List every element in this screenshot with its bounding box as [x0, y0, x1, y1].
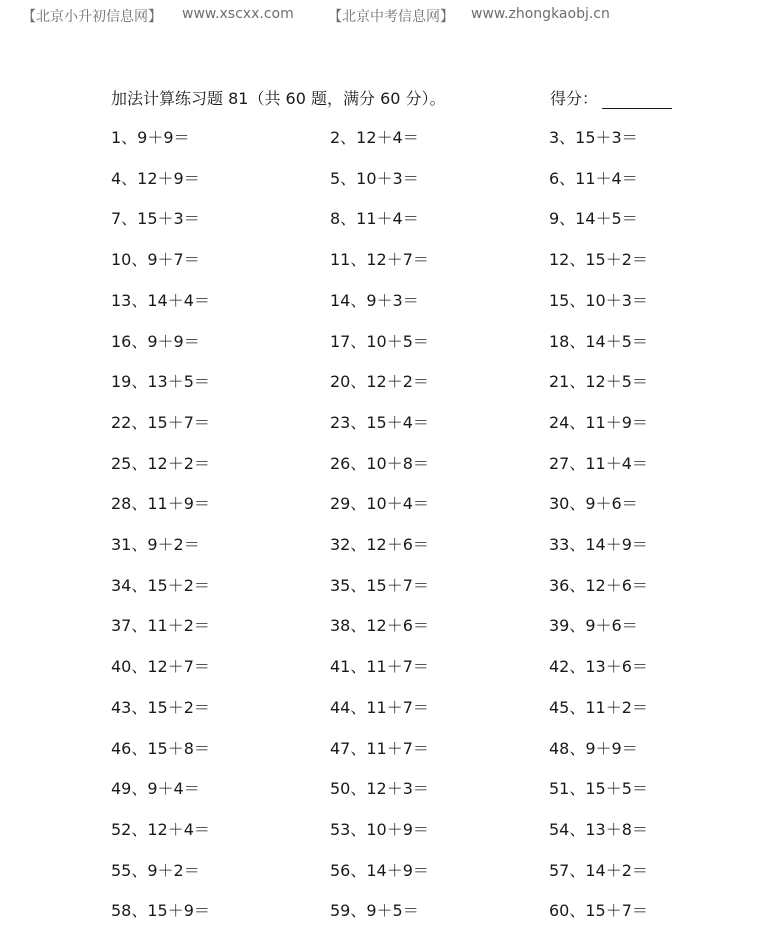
score-blank — [602, 92, 672, 109]
problem-item: 49、9＋4＝ — [111, 779, 200, 799]
problem-item: 31、9＋2＝ — [111, 535, 200, 554]
problem-item: 43、15＋2＝ — [111, 697, 210, 717]
problem-item: 19、13＋5＝ — [111, 372, 210, 392]
problem-item: 48、9＋9＝ — [549, 738, 638, 758]
problem-item: 60、15＋7＝ — [549, 901, 648, 921]
problem-item: 34、15＋2＝ — [111, 575, 210, 595]
site-name-zhongkao: 【北京中考信息网】 — [328, 9, 454, 25]
problem-item: 2、12＋4＝ — [330, 128, 419, 147]
problem-item: 51、15＋5＝ — [549, 779, 648, 799]
problem-item: 28、11＋9＝ — [111, 494, 210, 514]
problem-item: 50、12＋3＝ — [330, 779, 429, 799]
problem-item: 6、11＋4＝ — [549, 168, 638, 188]
title-row — [111, 86, 783, 110]
problem-item: 3、15＋3＝ — [549, 128, 638, 147]
problem-item: 57、14＋2＝ — [549, 860, 648, 880]
problem-item: 25、12＋2＝ — [111, 453, 210, 473]
problem-item: 20、12＋2＝ — [330, 372, 429, 392]
site-url-xscxx[interactable]: www.xscxx.com — [182, 6, 294, 22]
site-name-xscxx: 【北京小升初信息网】 — [22, 9, 162, 25]
problem-item: 41、11＋7＝ — [330, 657, 429, 677]
problem-item: 47、11＋7＝ — [330, 738, 429, 758]
problem-item: 14、9＋3＝ — [330, 290, 419, 310]
problem-item: 29、10＋4＝ — [330, 494, 429, 514]
problem-item: 27、11＋4＝ — [549, 453, 648, 473]
problem-item: 1、9＋9＝ — [111, 128, 190, 147]
problem-item: 21、12＋5＝ — [549, 372, 648, 392]
page-header — [22, 6, 783, 28]
problem-item: 33、14＋9＝ — [549, 535, 648, 554]
problem-item: 30、9＋6＝ — [549, 494, 638, 514]
problem-item: 4、12＋9＝ — [111, 168, 200, 188]
problem-item: 15、10＋3＝ — [549, 290, 648, 310]
problem-item: 53、10＋9＝ — [330, 819, 429, 839]
problem-item: 13、14＋4＝ — [111, 290, 210, 310]
problem-item: 59、9＋5＝ — [330, 901, 419, 921]
problem-item: 23、15＋4＝ — [330, 412, 429, 432]
problem-item: 9、14＋5＝ — [549, 209, 638, 229]
problem-item: 39、9＋6＝ — [549, 616, 638, 636]
problem-item: 18、14＋5＝ — [549, 331, 648, 351]
problem-item: 54、13＋8＝ — [549, 819, 648, 839]
problem-item: 26、10＋8＝ — [330, 453, 429, 473]
problem-item: 17、10＋5＝ — [330, 331, 429, 351]
problem-item: 7、15＋3＝ — [111, 209, 200, 229]
problem-item: 36、12＋6＝ — [549, 575, 648, 595]
problem-item: 5、10＋3＝ — [330, 168, 419, 188]
problem-item: 44、11＋7＝ — [330, 697, 429, 717]
problem-item: 58、15＋9＝ — [111, 901, 210, 921]
problem-item: 16、9＋9＝ — [111, 331, 200, 351]
problem-item: 52、12＋4＝ — [111, 819, 210, 839]
problem-item: 12、15＋2＝ — [549, 250, 648, 270]
problem-item: 42、13＋6＝ — [549, 657, 648, 677]
problem-item: 37、11＋2＝ — [111, 616, 210, 636]
problem-item: 40、12＋7＝ — [111, 657, 210, 677]
problem-item: 24、11＋9＝ — [549, 412, 648, 432]
problem-item: 45、11＋2＝ — [549, 697, 648, 717]
worksheet-title: 加法计算练习题 81（共 60 题，满分 60 分）。 — [111, 89, 446, 108]
problem-item: 38、12＋6＝ — [330, 616, 429, 636]
problem-item: 35、15＋7＝ — [330, 575, 429, 595]
problem-item: 56、14＋9＝ — [330, 860, 429, 880]
site-url-zhongkao[interactable]: www.zhongkaobj.cn — [471, 6, 610, 22]
problem-item: 10、9＋7＝ — [111, 250, 200, 270]
problem-item: 55、9＋2＝ — [111, 860, 200, 880]
score-label: 得分： — [550, 89, 599, 108]
problem-item: 22、15＋7＝ — [111, 412, 210, 432]
problem-item: 8、11＋4＝ — [330, 209, 419, 229]
problem-item: 11、12＋7＝ — [330, 250, 429, 270]
problem-item: 32、12＋6＝ — [330, 535, 429, 554]
score-field — [550, 86, 672, 109]
problem-item: 46、15＋8＝ — [111, 738, 210, 758]
